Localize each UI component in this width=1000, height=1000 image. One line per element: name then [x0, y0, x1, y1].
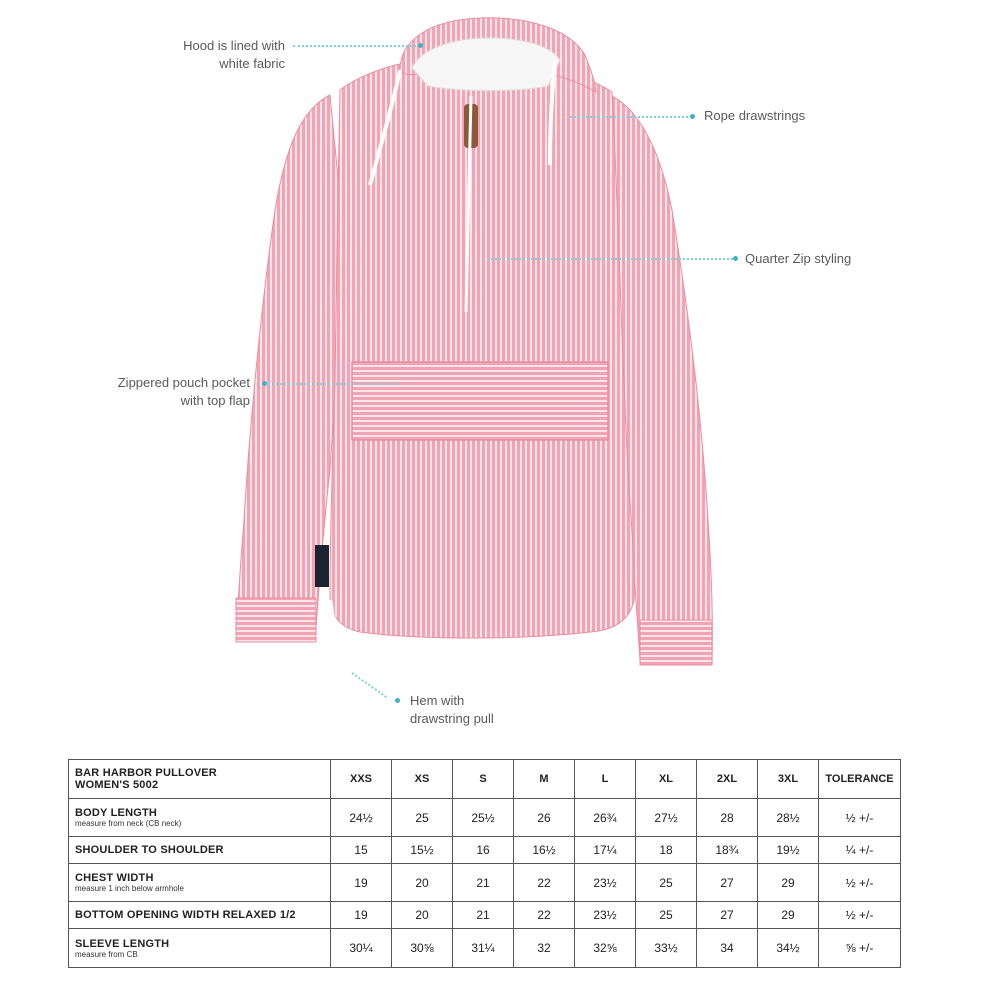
table-header-row	[69, 760, 901, 799]
row-label: SLEEVE LENGTH	[75, 937, 170, 950]
table-cell: 33½	[636, 929, 697, 968]
table-cell: 27½	[636, 799, 697, 837]
table-cell: 17¼	[575, 837, 636, 864]
table-cell: 16	[453, 837, 514, 864]
size-header: XS	[392, 760, 453, 799]
table-cell: 31¼	[453, 929, 514, 968]
row-label-cell	[69, 902, 331, 929]
table-cell: 16½	[514, 837, 575, 864]
size-chart-table	[68, 759, 901, 968]
table-title-cell	[69, 760, 331, 799]
size-header: XXS	[331, 760, 392, 799]
table-cell: 18¾	[697, 837, 758, 864]
table-row	[69, 837, 901, 864]
table-title-line2: WOMEN'S 5002	[75, 779, 159, 791]
table-cell: 25	[636, 864, 697, 902]
table-cell: 34½	[758, 929, 819, 968]
table-cell: 32⅝	[575, 929, 636, 968]
table-cell: 20	[392, 864, 453, 902]
table-cell: 34	[697, 929, 758, 968]
table-cell: 29	[758, 902, 819, 929]
tolerance-cell: ½ +/-	[819, 864, 901, 902]
callout-zip-line	[487, 258, 733, 260]
table-cell: 29	[758, 864, 819, 902]
callout-pocket-dot	[262, 381, 267, 386]
table-cell: 30¼	[331, 929, 392, 968]
row-label-cell	[69, 864, 331, 902]
row-label-cell	[69, 929, 331, 968]
table-cell: 28	[697, 799, 758, 837]
table-cell: 19½	[758, 837, 819, 864]
table-cell: 18	[636, 837, 697, 864]
left-cuff	[236, 598, 316, 642]
size-header: M	[514, 760, 575, 799]
table-cell: 22	[514, 902, 575, 929]
table-cell: 26¾	[575, 799, 636, 837]
callout-pocket	[100, 374, 250, 410]
table-row	[69, 902, 901, 929]
table-cell: 26	[514, 799, 575, 837]
callout-pocket-line	[264, 383, 398, 385]
callout-drawstrings	[704, 107, 805, 125]
callout-hem-dot	[395, 698, 400, 703]
table-cell: 27	[697, 864, 758, 902]
table-cell: 20	[392, 902, 453, 929]
row-label-cell	[69, 837, 331, 864]
table-cell: 23½	[575, 864, 636, 902]
tolerance-cell: ½ +/-	[819, 902, 901, 929]
table-cell: 27	[697, 902, 758, 929]
table-row	[69, 864, 901, 902]
callout-drawstrings-text: Rope drawstrings	[704, 108, 806, 123]
table-row	[69, 929, 901, 968]
callout-pocket-line1: Zippered pouch pocket	[117, 375, 250, 390]
callout-hood-line	[293, 45, 420, 47]
table-row	[69, 799, 901, 837]
table-cell: 19	[331, 864, 392, 902]
size-header: 2XL	[697, 760, 758, 799]
row-label-cell	[69, 799, 331, 837]
callout-zip-text: Quarter Zip styling	[745, 251, 852, 266]
row-label: BODY LENGTH	[75, 807, 158, 819]
callout-hood	[150, 37, 285, 73]
row-sublabel: measure from CB	[75, 949, 138, 959]
callout-hem	[410, 692, 494, 728]
body	[330, 62, 635, 638]
pocket-flap	[352, 362, 608, 440]
callout-hood-dot	[418, 43, 423, 48]
size-header: L	[575, 760, 636, 799]
table-cell: 25	[636, 902, 697, 929]
row-sublabel: measure from neck (CB neck)	[75, 819, 182, 828]
table-cell: 32	[514, 929, 575, 968]
tolerance-header: TOLERANCE	[819, 760, 901, 799]
table-cell: 30⅝	[392, 929, 453, 968]
tolerance-cell: ½ +/-	[819, 799, 901, 837]
size-header: S	[453, 760, 514, 799]
right-cuff	[640, 620, 712, 665]
size-header: XL	[636, 760, 697, 799]
table-cell: 28½	[758, 799, 819, 837]
side-label	[315, 545, 329, 587]
table-cell: 19	[331, 902, 392, 929]
row-label: BOTTOM OPENING WIDTH RELAXED 1/2	[75, 909, 296, 921]
table-cell: 15½	[392, 837, 453, 864]
tolerance-cell: ¼ +/-	[819, 837, 901, 864]
table-cell: 24½	[331, 799, 392, 837]
table-cell: 15	[331, 837, 392, 864]
table-cell: 23½	[575, 902, 636, 929]
table-cell: 22	[514, 864, 575, 902]
callout-drawstrings-line	[570, 116, 692, 118]
callout-hood-line2: white fabric	[219, 56, 285, 71]
callout-zip-dot	[733, 256, 738, 261]
callout-hem-line1: Hem with	[410, 693, 465, 708]
callout-pocket-line2: with top flap	[180, 393, 250, 408]
row-label: SHOULDER TO SHOULDER	[75, 844, 224, 856]
table-cell: 21	[453, 864, 514, 902]
table-cell: 21	[453, 902, 514, 929]
size-header: 3XL	[758, 760, 819, 799]
table-cell: 25	[392, 799, 453, 837]
tolerance-cell: ⅝ +/-	[819, 929, 901, 968]
table-title-line1: BAR HARBOR PULLOVER	[75, 767, 217, 779]
callout-hood-line1: Hood is lined with	[183, 38, 285, 53]
callout-zip	[745, 250, 851, 268]
row-sublabel: measure 1 inch below armhole	[75, 884, 184, 893]
row-label: CHEST WIDTH	[75, 872, 154, 884]
table-cell: 25½	[453, 799, 514, 837]
callout-hem-line2: drawstring pull	[410, 711, 494, 726]
callout-drawstrings-dot	[690, 114, 695, 119]
